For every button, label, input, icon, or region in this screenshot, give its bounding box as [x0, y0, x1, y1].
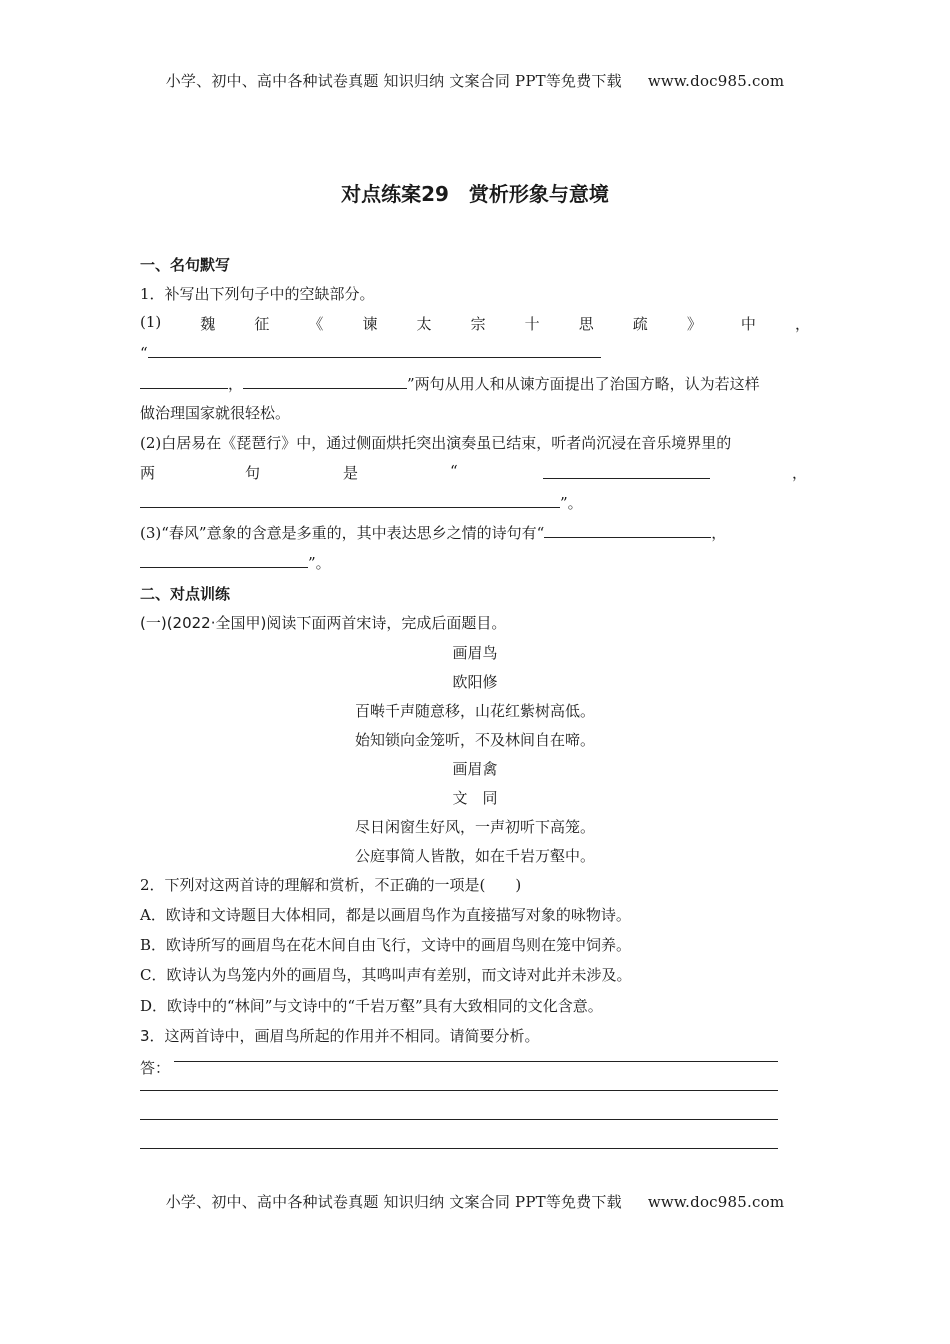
lead-char: 疏 — [632, 315, 648, 333]
answer-label: 答： — [140, 1059, 171, 1077]
close-quote: ”。 — [560, 494, 583, 512]
poem1-title: 画眉鸟 — [452, 644, 498, 662]
item-3-text: (3)“春风”意象的含意是多重的，其中表达思乡之情的诗句有“ — [140, 524, 545, 542]
poem1-line: 百啭千声随意移，山花红紫树高低。 — [354, 702, 595, 720]
option-c[interactable]: C．欧诗认为鸟笼内外的画眉鸟，其鸣叫声有差别，而文诗对此并未涉及。 — [140, 966, 632, 984]
header-url[interactable]: www.doc985.com — [647, 72, 785, 90]
question-2-stem: 2．下列对这两首诗的理解和赏析，不正确的一项是( ) — [140, 876, 522, 894]
section2-heading: 二、对点训练 — [140, 585, 231, 603]
lead-char: 征 — [254, 315, 270, 333]
answer-line[interactable] — [140, 1148, 778, 1149]
question-1-stem: 1．补写出下列句子中的空缺部分。 — [140, 285, 375, 303]
footer-text: 小学、初中、高中各种试卷真题 知识归纳 文案合同 PPT等免费下载 — [165, 1193, 622, 1211]
lead-char: ， — [794, 315, 810, 333]
spread-char: 两 — [140, 464, 156, 482]
poem1-line: 始知锁向金笼听，不及林间自在啼。 — [354, 731, 595, 749]
open-quote: “ — [140, 344, 148, 362]
spread-char: 是 — [343, 464, 359, 482]
fill-blank-5[interactable] — [140, 493, 560, 508]
page-title: 对点练案29 赏析形象与意境 — [341, 182, 609, 206]
page-footer — [0, 1191, 950, 1212]
item-3-line1 — [140, 522, 726, 543]
option-d[interactable]: D．欧诗中的“林间”与文诗中的“千岩万壑”具有大致相同的文化含意。 — [140, 997, 603, 1015]
close-quote: ”。 — [308, 554, 331, 572]
lead-char: 《 — [308, 315, 324, 333]
poem1-author: 欧阳修 — [452, 673, 498, 691]
option-b[interactable]: B．欧诗所写的画眉鸟在花木间自由飞行，文诗中的画眉鸟则在笼中饲养。 — [140, 936, 632, 954]
answer-line[interactable] — [174, 1061, 778, 1062]
section2-intro: (一)(2022·全国甲)阅读下面两首宋诗，完成后面题目。 — [140, 614, 507, 632]
item-1-line3 — [140, 373, 760, 394]
spread-char: 句 — [245, 464, 261, 482]
fill-blank-1[interactable] — [148, 343, 601, 358]
comma: ， — [711, 524, 727, 542]
lead-char: (1) — [140, 313, 162, 331]
item-2-line1: (2)白居易在《琵琶行》中，通过侧面烘托突出演奏虽已结束，听者尚沉浸在音乐境界里的 — [140, 434, 732, 452]
poem2-title: 画眉禽 — [452, 760, 498, 778]
lead-char: 太 — [416, 315, 432, 333]
item-1-lead — [140, 313, 810, 334]
lead-char: 》 — [686, 315, 702, 333]
comma: ， — [792, 464, 808, 482]
item-1-line2 — [140, 343, 601, 362]
fill-blank-7[interactable] — [140, 553, 308, 568]
fill-blank-2[interactable] — [140, 374, 228, 389]
section1-heading: 一、名句默写 — [140, 256, 231, 274]
answer-line[interactable] — [140, 1119, 778, 1120]
poem2-author: 文 同 — [452, 789, 498, 807]
fill-blank-4[interactable] — [543, 464, 710, 479]
spread-char: “ — [450, 462, 458, 480]
comma: ， — [228, 375, 244, 393]
lead-char: 宗 — [470, 315, 486, 333]
header-text: 小学、初中、高中各种试卷真题 知识归纳 文案合同 PPT等免费下载 — [165, 72, 622, 90]
lead-char: 魏 — [200, 315, 216, 333]
poem2-line: 尽日闲窗生好风，一声初听下高笼。 — [354, 818, 595, 836]
option-a[interactable]: A．欧诗和文诗题目大体相同，都是以画眉鸟作为直接描写对象的咏物诗。 — [140, 906, 631, 924]
item-1-line4: 做治理国家就很轻松。 — [140, 404, 291, 422]
question-3-stem: 3．这两首诗中，画眉鸟所起的作用并不相同。请简要分析。 — [140, 1027, 540, 1045]
answer-line[interactable] — [140, 1090, 778, 1091]
lead-char: 谏 — [362, 315, 378, 333]
poem2-line: 公庭事简人皆散，如在千岩万壑中。 — [354, 847, 595, 865]
item-2-line3 — [140, 492, 583, 513]
lead-char: 思 — [578, 315, 594, 333]
page-header — [0, 70, 950, 91]
item-1-tail: ”两句从用人和从谏方面提出了治国方略，认为若这样 — [407, 375, 760, 393]
fill-blank-3[interactable] — [243, 374, 407, 389]
lead-char: 十 — [524, 315, 540, 333]
footer-url[interactable]: www.doc985.com — [647, 1193, 785, 1211]
fill-blank-6[interactable] — [544, 523, 711, 538]
lead-char: 中 — [740, 315, 756, 333]
item-3-line2 — [140, 552, 331, 573]
